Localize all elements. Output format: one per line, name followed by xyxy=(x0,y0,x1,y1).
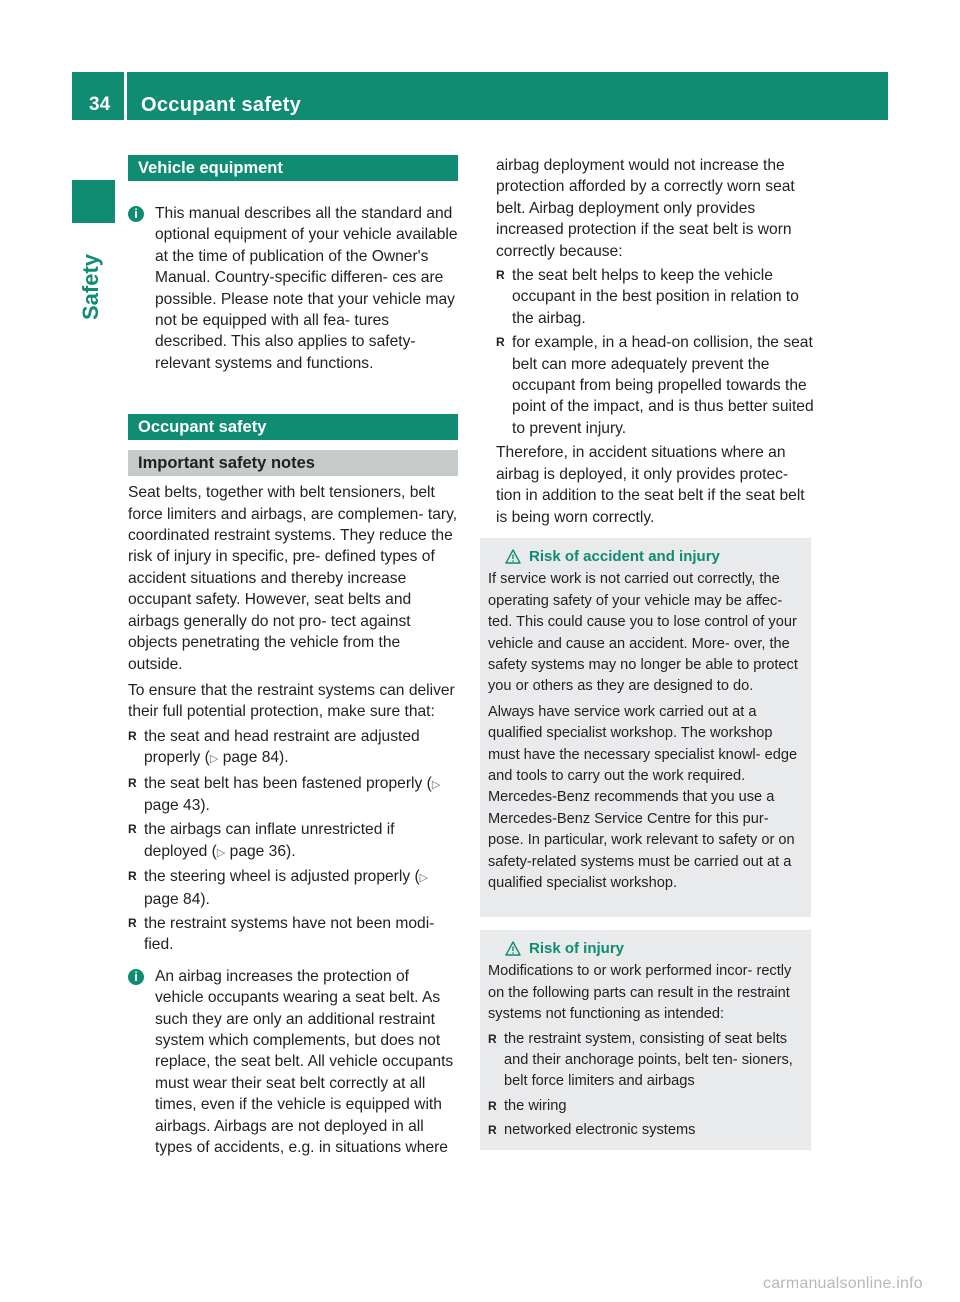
warning-text: If service work is not carried out correctly, the operating safety of your vehicle may be affec- ted. This could cause you to lose control of your vehicle and cause an accident. More- over, the safety systems may no longer be able to protect you or others as they are designed to do. xyxy=(488,571,798,695)
page-reference[interactable]: page 84). xyxy=(144,890,210,908)
list-item: R the seat and head restraint are adjusted properly (▷ page 84). xyxy=(128,726,458,770)
paragraph: airbag deployment would not increase the protection afforded by a correctly worn seat belt. Airbag deployment only provides increased protection if the seat belt is worn correctly because: xyxy=(496,157,795,260)
warning-title: Risk of accident and injury xyxy=(529,548,720,565)
page-reference-icon: ▷ xyxy=(431,777,441,791)
occupant-safety-heading: Occupant safety xyxy=(128,414,458,440)
page-reference[interactable]: page 84). xyxy=(222,749,289,767)
footer-watermark: carmanualsonline.info xyxy=(763,1275,923,1292)
info-note xyxy=(128,203,458,374)
list-item: R the seat belt has been fastened properly (▷ page 43). xyxy=(128,773,458,817)
info-icon: i xyxy=(128,206,144,222)
checklist xyxy=(128,726,458,956)
list-item: R for example, in a head-on collision, the seat belt can more adequately prevent the occupant from being propelled towards the point of the impact, and is thus better suited to prevent injury. xyxy=(496,332,814,439)
vehicle-equipment-heading: Vehicle equipment xyxy=(128,155,458,181)
paragraph: Therefore, in accident situations where an airbag is deployed, it only provides protec- tion in addition to the seat belt if the seat belt is being worn correctly. xyxy=(496,444,805,526)
info-note xyxy=(128,966,458,1159)
page-reference[interactable]: page 43). xyxy=(144,796,210,814)
page-title: Occupant safety xyxy=(141,94,302,116)
left-column xyxy=(128,155,458,1158)
warning-title: Risk of injury xyxy=(529,940,625,957)
header-divider xyxy=(124,72,127,120)
list-item: R the airbags can inflate unrestricted if deployed (▷ page 36). xyxy=(128,819,458,863)
page-reference-icon: ▷ xyxy=(209,752,219,766)
list-item: R networked electronic systems xyxy=(488,1120,803,1141)
warning-box-accident xyxy=(480,538,811,917)
list-item: R the restraint systems have not been modi- fied. xyxy=(128,913,458,956)
list-item: R the restraint system, consisting of seat belts and their anchorage points, belt ten- sioners, belt force limiters and airbags xyxy=(488,1029,803,1093)
warning-text: Always have service work carried out at a qualified specialist workshop. The workshop must have the necessary specialist knowl- edge and tools to carry out the work required. Mercedes-Benz recommends that you use a Mercedes-Benz Service Centre for this pur- pose. In particular, work relevant to safety or on safety-related systems must be carried out at a qualified specialist workshop. xyxy=(488,703,798,892)
right-column xyxy=(496,155,814,528)
page-reference-icon: ▷ xyxy=(419,871,429,885)
info-icon: i xyxy=(128,969,144,985)
warning-header xyxy=(505,546,803,567)
info-note-text: This manual describes all the standard and optional equipment of your vehicle available at the time of publication of the Owner's Manual. Country-specific differen- ces are possible. Please note that your vehicle may not be equipped with all fea- tures described. This also applies to safety- relevant systems and functions. xyxy=(155,205,458,372)
warning-header xyxy=(505,938,803,959)
warning-box-injury xyxy=(480,930,811,1150)
affected-parts-list xyxy=(488,1029,803,1142)
list-item: R the wiring xyxy=(488,1096,803,1117)
list-item: R the seat belt helps to keep the vehicle occupant in the best position in relation to the airbag. xyxy=(496,265,814,329)
paragraph: Seat belts, together with belt tensioners, belt force limiters and airbags, are complemen- tary, coordinated restraint systems. They reduce the risk of injury in specific, pre- defined types of accident situations and thereby increase occupant safety. However, seat belts and airbags generally do not pro- tect against objects penetrating the vehicle from the outside. xyxy=(128,484,458,673)
important-safety-notes-heading: Important safety notes xyxy=(128,450,458,476)
paragraph: To ensure that the restraint systems can deliver their full potential protection, make sure that: xyxy=(128,681,455,721)
page-reference[interactable]: page 36). xyxy=(229,842,296,860)
list-item: R the steering wheel is adjusted properly (▷ page 84). xyxy=(128,866,458,910)
info-note-text: An airbag increases the protection of vehicle occupants wearing a seat belt. As such they are only an additional restraint system which complements, but does not replace, the seat belt. All vehicle occupants must wear their seat belt correctly at all times, even if the vehicle is equipped with airbags. Airbags are not deployed in all types of accidents, e.g. in situations where xyxy=(155,967,454,1157)
section-tab-label: Safety xyxy=(78,253,103,320)
page-number: 34 xyxy=(89,94,111,115)
warning-triangle-icon xyxy=(505,549,521,564)
warning-text: Modifications to or work performed incor- rectly on the following parts can result in the restraint systems not functioning as intended: xyxy=(488,963,792,1023)
page-reference-icon: ▷ xyxy=(216,845,226,859)
reason-list xyxy=(496,265,814,439)
warning-triangle-icon xyxy=(505,941,521,956)
section-tab-marker xyxy=(72,180,115,223)
